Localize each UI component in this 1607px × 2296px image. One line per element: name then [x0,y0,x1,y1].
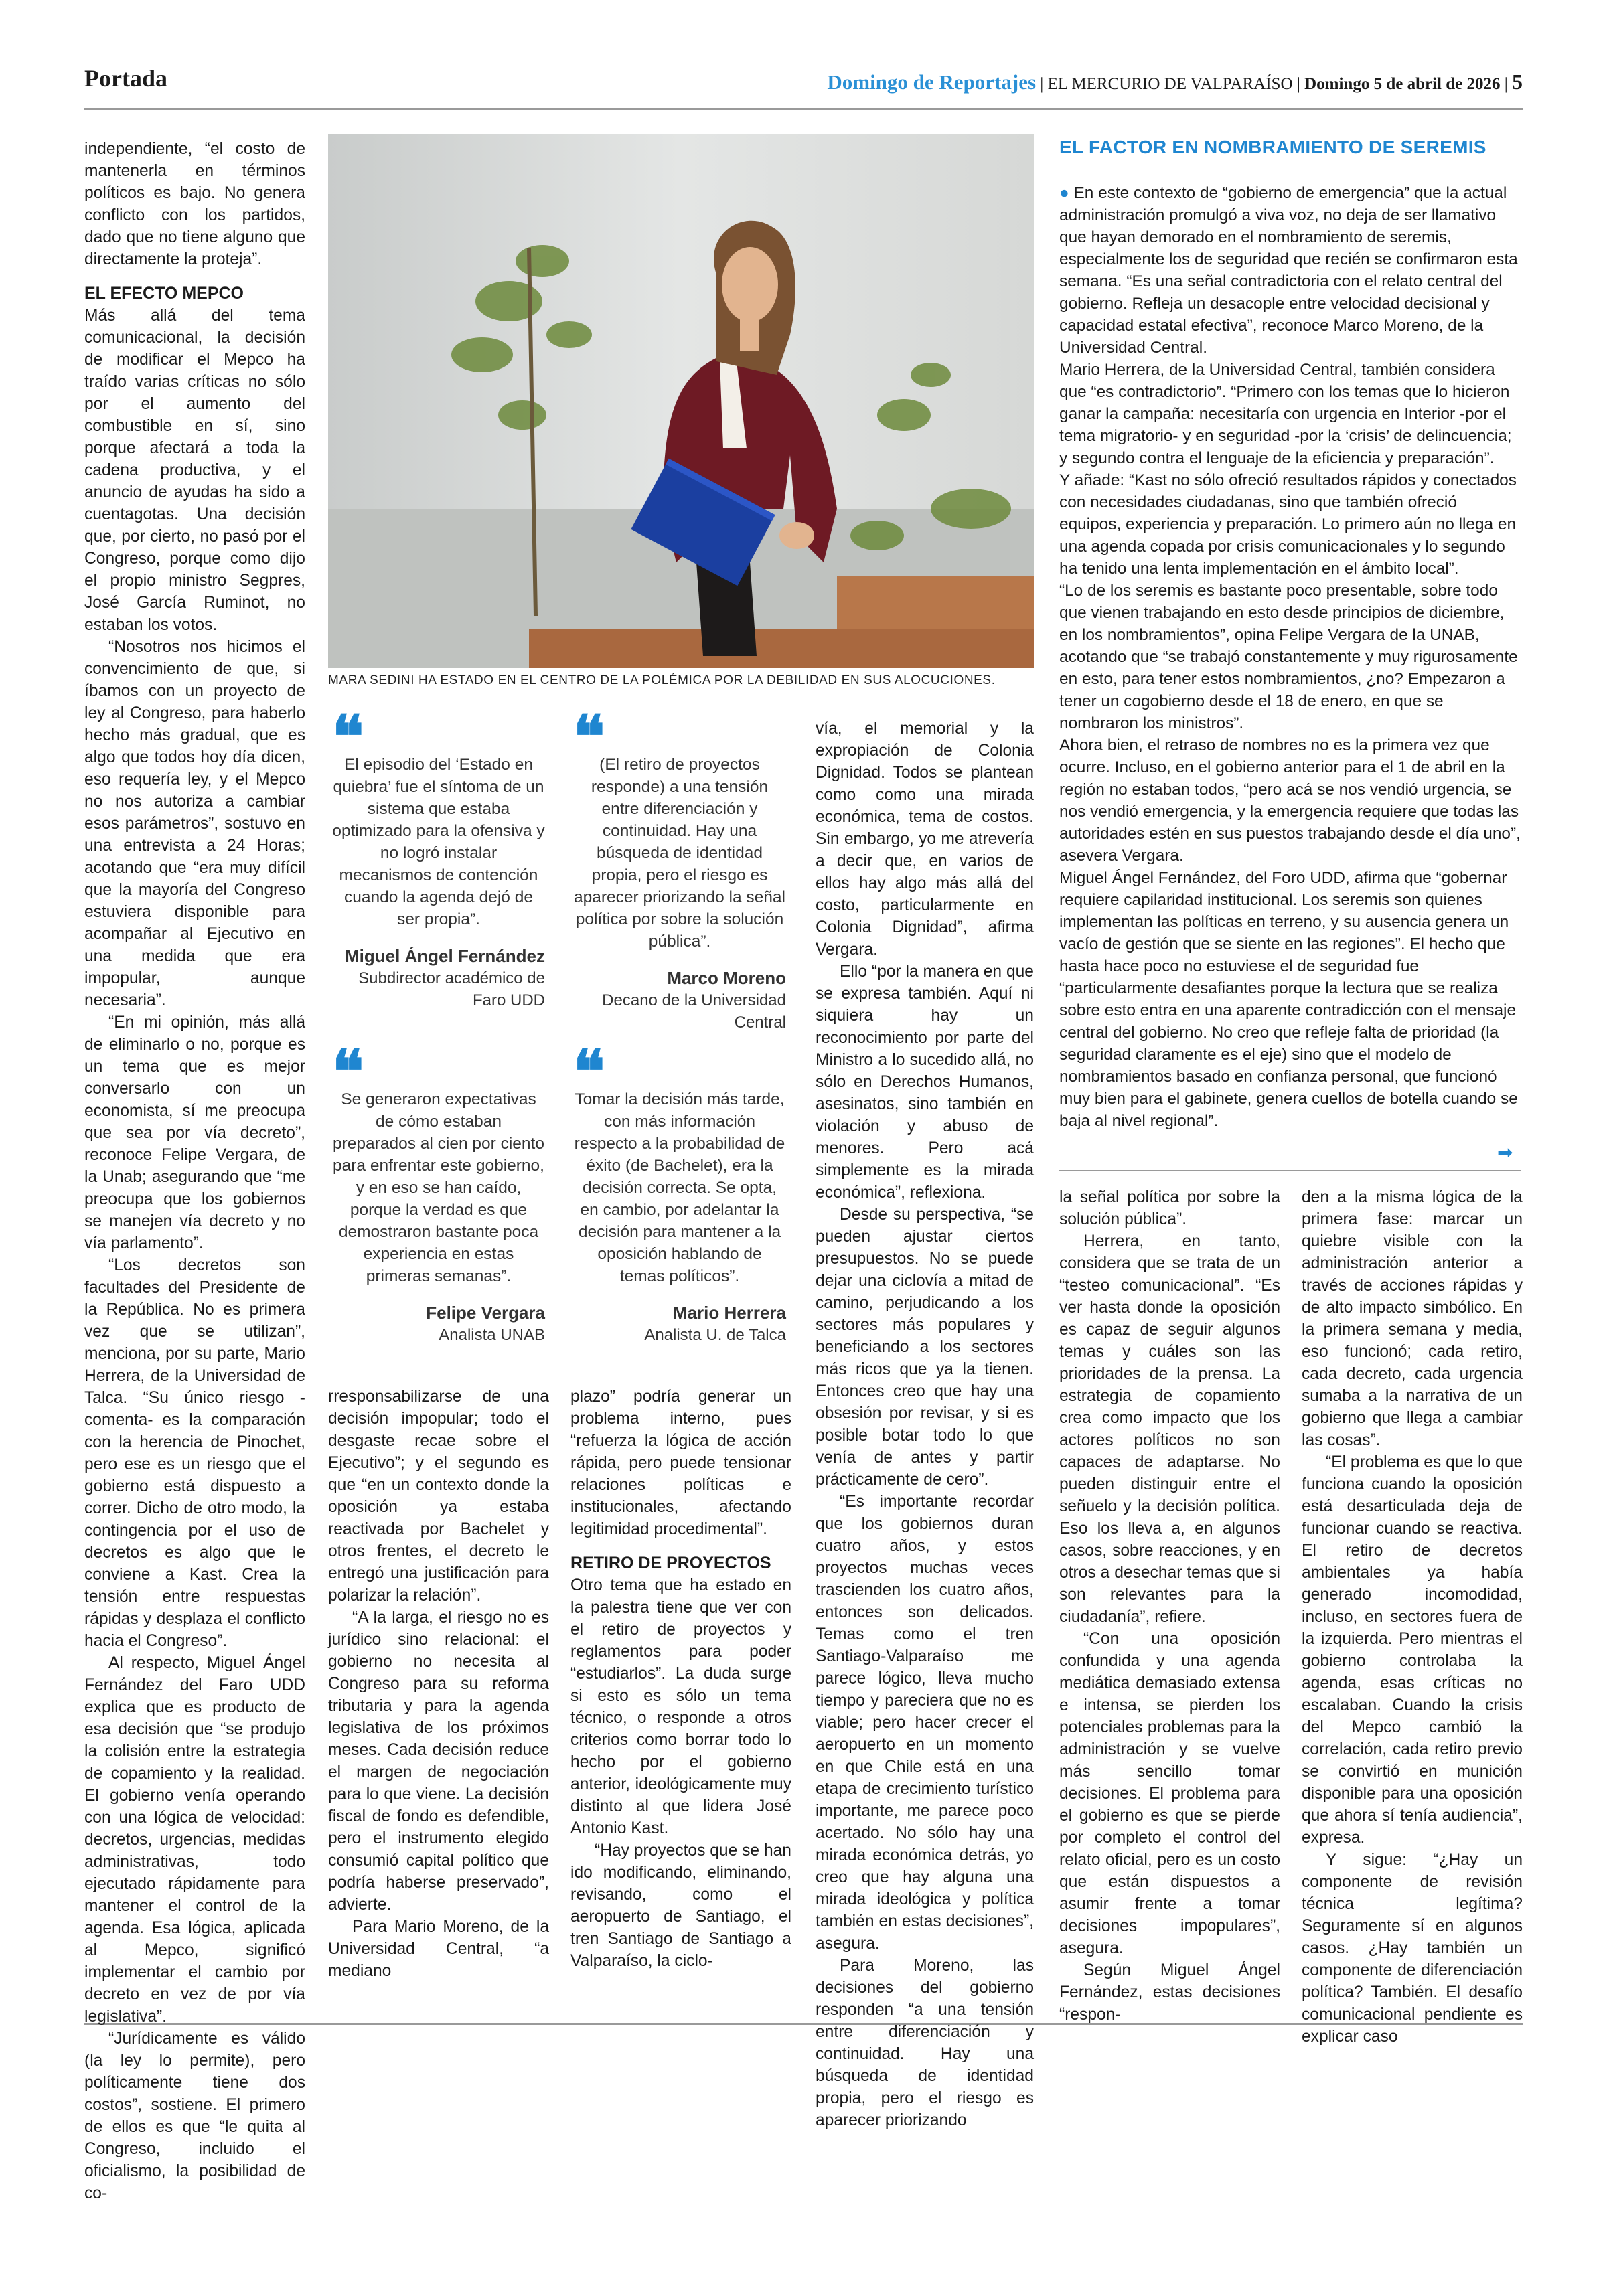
paragraph: “Es importante recordar que los gobiernos duran cuatro años, y estos proyectos muchas veces trascienden los cuatro años, entonces son delicados. Temas como el tren Santiago-Valparaíso me parece lógico, lleva mucho tiempo y pareciera que no es viable; pero hacer crecer el aeropuerto en un momento en que Chile está en una etapa de crecimiento turístico importante, me parece poco acertado. No sólo hay una mirada económica detrás, yo creo que hay alguna una mirada ideológica y política también en estas decisiones”, asegura. [816,1493,1034,1953]
sidebar-paragraph: ● En este contexto de “gobierno de emergencia” que la actual administración promulgó a viva voz, no deja de ser llamativo que hayan demorado en el nombramiento de seremis, especialmente los de seguridad que recién se confirmaron esta semana. “Es una señal contradictoria con el relato central del gobierno. Refleja un desacople entre velocidad decisional y capacidad estatal efectiva”, reconoce Marco Moreno, de la Universidad Central. [1059,184,1518,357]
paragraph: “Hay proyectos que se han ido modificando, eliminando, revisando, como el aeropuerto de Santiago, el tren Santiago de Santiago a Valparaíso, la ciclo- [570,1841,791,1970]
paragraph: Más allá del tema comunicacional, la decisión de modificar el Mepco ha traído varias críticas no sólo por el aumento del combustible en sí, sino porque afectará a toda la cadena productiva, y el anuncio de ayudas ha sido a cuentagotas. Una decisión que, por cierto, no pasó por el Congreso, porque como dijo el propio ministro Segpres, José García Ruminot, no estaban los votos. [84,307,305,634]
paragraph: Ello “por la manera en que se expresa también. Aquí ni siquiera hay un reconocimiento por parte del Ministro a lo sucedido allá, no sólo en Derechos Humanos, asesinatos, sino también en violación y abuso de menores. Pero acá simplemente es la mirada económica”, reflexiona. [816,963,1034,1202]
folio-sep: | [1504,75,1508,93]
pull-quote-3 [332,1036,545,1346]
pull-quote-1 [332,702,545,1011]
open-quote-icon: ❝ [332,1036,364,1106]
article-column-4 [816,718,1034,2131]
sidebar-paragraph: Y añade: “Kast no sólo ofreció resultados rápidos y conectados con necesidades ciudadanas, sino que también ofreció equipos, experiencia y preparación. Lo primero aún no llega en una agenda copada por crisis comunicacionales y lo segundo ha tenido una lenta implementación en el ámbito local”. [1059,471,1517,578]
paragraph: “A la larga, el riesgo no es jurídico sino relacional: el gobierno no necesita al Congreso para su reforma tributaria y para la agenda legislativa de los próximos meses. Cada decisión reduce el margen de negociación para lo que viene. La decisión fiscal de fondo es defendible, pero el instrumento elegido consumió capital político que podría haberse preservado”, advierte. [328,1609,549,1914]
pull-quote-2 [573,702,786,1034]
paragraph: “Jurídicamente es válido (la ley lo permite), pero políticamente tiene dos costos”, sostiene. El primero de ellos es que “le quita al Congreso, incluido el oficialismo, la posibilidad de co- [84,2030,305,2202]
paragraph: independiente, “el costo de mantenerla en términos políticos es bajo. No genera conflicto con los partidos, dado que no tiene alguno que directamente la proteja”. [84,140,305,268]
folio-sep: | [1040,75,1044,93]
paragraph: “Los decretos son facultades del Presidente de la República. No es primera vez que se utilizan”, menciona, por su parte, Mario Herrera, de la Universidad de Talca. “Su único riesgo -comenta- es la comparación con la herencia de Pinochet, pero ese es un riesgo que el gobierno está dispuesto a correr. Dicho de otro modo, la contingencia por el uso de decretos es algo que le conviene a Kast. Crea la tensión entre respuestas rápidas y desplaza el conflicto hacia el Congreso”. [84,1256,305,1650]
photo-illustration [328,134,1034,668]
sidebar-title: EL FACTOR EN NOMBRAMIENTO DE SEREMIS [1059,137,1486,157]
issue-date: Domingo 5 de abril de 2026 [1304,75,1501,93]
header-rule [84,108,1523,110]
article-column-3 [570,1386,791,1972]
paragraph: “El problema es que lo que funciona cuando la oposición está desarticulada deja de funcionar cuando se reactiva. El retiro de decretos ambientales ya había generado incomodidad, incluso, en sectores fuera de la izquierda. Pero mientras el gobierno controlaba la agenda, esas críticas no escalaban. Cuando la crisis del Mepco cambió la correlación, cada retiro previo se convirtió en munición disponible para una oposición que ahora sí tenía audiencia”, expresa. [1302,1453,1523,1847]
sidebar-paragraph: “Lo de los seremis es bastante poco presentable, sobre todo que vienen trabajando en esto desde principios de diciembre, en los nombramientos”, opina Felipe Vergara de la UNAB, acotando que “se trabajó constantemente y muy rigurosamente en esto, para tener estos nombramientos, ¿no? Empezaron a tener un cogobierno desde el 18 de enero, en que se nombraron los ministros”. [1059,582,1518,732]
subhead-mepco: EL EFECTO MEPCO [84,284,244,303]
paragraph: rresponsabilizarse de una decisión impopular; todo el desgaste recae sobre el Ejecutivo”; y el segundo es que “en un contexto donde la oposición ya estaba reactivada por Bachelet y otros frentes, el decreto le entregó una justificación para polarizar la relación”. [328,1388,549,1605]
article-column-5 [1059,1186,1280,2026]
pull-quote-author: Mario Herrera [672,1303,786,1323]
arrow-continue-icon: ➡ [1497,1142,1513,1163]
paragraph: “En mi opinión, más allá de eliminarlo o no, porque es un tema que es mejor conversarlo con un economista, sí me preocupa que sea por vía decreto”, reconoce Felipe Vergara, de la Unab; asegurando que “me preocupa que los gobiernos se manejen vía decreto y no vía parlamento”. [84,1013,305,1252]
pull-quote-author: Felipe Vergara [426,1303,545,1323]
paragraph: Otro tema que ha estado en la palestra tiene que ver con el retiro de proyectos y reglamentos para poder “estudiarlos”. La duda surge si esto es sólo un tema técnico, o responde a otros criterios como borrar todo lo hecho por el gobierno anterior, ideológicamente muy distinto al que lidera José Antonio Kast. [570,1576,791,1837]
section-title: Portada [84,65,167,92]
photo-caption: MARA SEDINI HA ESTADO EN EL CENTRO DE LA POLÉMICA POR LA DEBILIDAD EN SUS ALOCUCIONES. [328,673,996,687]
open-quote-icon: ❝ [573,702,605,771]
pull-quote-role: Analista U. de Talca [644,1326,786,1344]
article-column-6 [1302,1186,1523,2048]
pull-quote-text: (El retiro de proyectos responde) a una tensión entre diferenciación y continuidad. Hay una búsqueda de identidad propia, pero el riesgo es aparecer priorizando la señal política por sobre la solución pública”. [574,756,785,951]
paragraph: Desde su perspectiva, “se pueden ajustar ciertos presupuestos. No se puede dejar una ciclovía a mitad de camino, perjudicando a los sectores más populares y beneficiando a los sectores más ricos que ya la tienen. Entonces creo que hay una obsesión por revisar, y si es posible botar todo lo que venía de antes y partir prácticamente de cero”. [816,1206,1034,1489]
pull-quote-role: Analista UNAB [439,1326,545,1344]
open-quote-icon: ❝ [573,1036,605,1106]
paragraph: Y sigue: “¿Hay un componente de revisión técnica legítima? Seguramente sí en algunos casos. ¿Hay también un componente de diferenciación política? También. El desafío comunicacional pendiente es explicar caso [1302,1851,1523,2046]
subhead-retiro: RETIRO DE PROYECTOS [570,1554,771,1572]
paragraph: plazo” podría generar un problema interno, pues “refuerza la lógica de acción rápida, pero puede tensionar relaciones políticas e institucionales, afectando legitimidad procedimental”. [570,1388,791,1538]
article-column-1 [84,138,305,2204]
pull-quote-4 [573,1036,786,1346]
paragraph: Según Miguel Ángel Fernández, estas decisiones “respon- [1059,1961,1280,2024]
pull-quote-text: El episodio del ‘Estado en quiebra’ fue el síntoma de un sistema que estaba optimizado para la ofensiva y no logró instalar mecanismos de contención cuando la agenda dejó de ser propia”. [332,756,545,928]
newspaper-name: EL MERCURIO DE VALPARAÍSO [1047,75,1293,93]
sidebar-paragraph: Mario Herrera, de la Universidad Central, también considera que “es contradictorio”. “Primero con los temas que lo hicieron ganar la campaña: necesitaría con urgencia en Interior -por el tema migratorio- y en seguridad -por la ‘crisis’ de delincuencia; y segundo contra el lenguaje de la eficiencia y preparación”. [1059,361,1512,467]
paragraph: Al respecto, Miguel Ángel Fernández del Faro UDD explica que es producto de esa decisión que “se produjo la colisión entre la estrategia de copamiento y la realidad. El gobierno venía operando con una lógica de velocidad: decretos, urgencias, medidas administrativas, todo ejecutado rápidamente para mantener el control de la agenda. Esa lógica, aplicada al Mepco, significó implementar el cambio por decreto en vez de por vía legislativa”. [84,1654,305,2026]
article-photo [328,134,1034,668]
pull-quote-role: Subdirector académico de Faro UDD [358,969,545,1009]
paragraph: Para Mario Moreno, de la Universidad Central, “a mediano [328,1918,549,1980]
pull-quote-role: Decano de la Universidad Central [602,991,786,1032]
sidebar-box [1059,182,1521,1132]
paragraph: vía, el memorial y la expropiación de Colonia Dignidad. Todos se plantean como como una mirada económica, tema de costos. Sin embargo, yo me atrevería a decir que, en varios de ellos hay algo más allá del costo, particularmente en Colonia Dignidad”, afirma Vergara. [816,720,1034,959]
pull-quote-text: Se generaron expectativas de cómo estaban preparados al cien por ciento para enfrentar este gobierno, y en eso se han caído, porque la verdad es que demostraron bastante poca experiencia en estas primeras semanas”. [333,1090,544,1285]
page-number: 5 [1512,70,1523,94]
bullet-icon: ● [1059,184,1069,202]
sidebar-rule [1059,1170,1521,1171]
paragraph: den a la misma lógica de la primera fase: marcar un quiebre visible con la administración anterior a través de acciones rápidas y de alto impacto simbólico. En la primera semana y media, eso funcionó; cada retiro, cada decreto, cada urgencia sumaba a la narrativa de un gobierno que llega a cambiar las cosas”. [1302,1188,1523,1449]
open-quote-icon: ❝ [332,702,364,771]
paragraph: Herrera, en tanto, considera que se trata de un “testeo comunicacional”. “Es ver hasta donde la oposición es capaz de seguir algunos temas y cuáles son las prioridades de la prensa. La estrategia de copamiento crea como impacto que los actores políticos no son capaces de adaptarse. No pueden distinguir entre el señuelo y la decisión política. Eso los lleva a, en algunos casos, sobre reacciones, y en otros a desechar temas que si son relevantes para la ciudadanía”, refiere. [1059,1232,1280,1626]
pull-quote-author: Miguel Ángel Fernández [344,946,545,966]
pull-quote-text: Tomar la decisión más tarde, con más información respecto a la probabilidad de éxito (de Bachelet), era la decisión correcta. Se opta, en cambio, por adelantar la decisión para mantener a la oposición hablando de temas políticos”. [574,1090,785,1285]
paragraph: Para Moreno, las decisiones del gobierno responden “a una tensión entre diferenciación y continuidad. Hay una búsqueda de identidad propia, pero el riesgo es aparecer priorizando [816,1957,1034,2129]
paragraph: “Con una oposición confundida y una agenda mediática demasiado extensa e intensa, se pierden los potenciales problemas para la administración y se vuelve más sencillo tomar decisiones. El problema para el gobierno es que se pierde por completo el control del relato oficial, pero es un costo que están dispuestos a asumir frente a tomar decisiones impopulares”, asegura. [1059,1630,1280,1957]
supplement-name: Domingo de Reportajes [827,70,1037,94]
folio-sep: | [1296,75,1300,93]
pull-quote-author: Marco Moreno [667,968,786,988]
sidebar-paragraph: Ahora bien, el retraso de nombres no es la primera vez que ocurre. Incluso, en el gobierno anterior para el 1 de abril en la región no estaban todos, “pero acá se nos vendió urgencia, se nos vendió emergencia, y la emergencia requiere que todas las autoridades estén en sus puestos trabajando desde el día uno”, asevera Vergara. [1059,736,1521,865]
sidebar-paragraph: Miguel Ángel Fernández, del Foro UDD, afirma que “gobernar requiere capilaridad institucional. Los seremis son quienes implementan las políticas en terreno, y su ausencia genera un vacío de gestión que se siente en las regiones”. El hecho que hasta hace poco no estuviese el de seguridad fue “particularmente desafiantes porque la lectura que se realiza sobre esto entra en una aparente contradicción con el mensaje central del gobierno. No creo que refleje falta de prioridad (la seguridad claramente es el eje) sino que el modelo de nombramientos basado en confianza personal, que funcionó muy bien para el gabinete, genera cuellos de botella cuando se baja al nivel regional”. [1059,869,1518,1130]
paragraph: “Nosotros nos hicimos el convencimiento de que, si íbamos con un proyecto de ley al Congreso, para haberlo hecho más gradual, que es algo que todos hoy día dicen, eso requería ley, y el Mepco no nos autoriza a cambiar esos parámetros”, sostuvo en una entrevista a 24 Horas; acotando que “era muy difícil que la mayoría del Congreso estuviera disponible para acompañar al Ejecutivo en una medida que era impopular, aunque necesaria”. [84,638,305,1009]
article-column-2 [328,1386,549,1982]
paragraph: la señal política por sobre la solución pública”. [1059,1188,1280,1228]
page-folio [827,70,1523,94]
